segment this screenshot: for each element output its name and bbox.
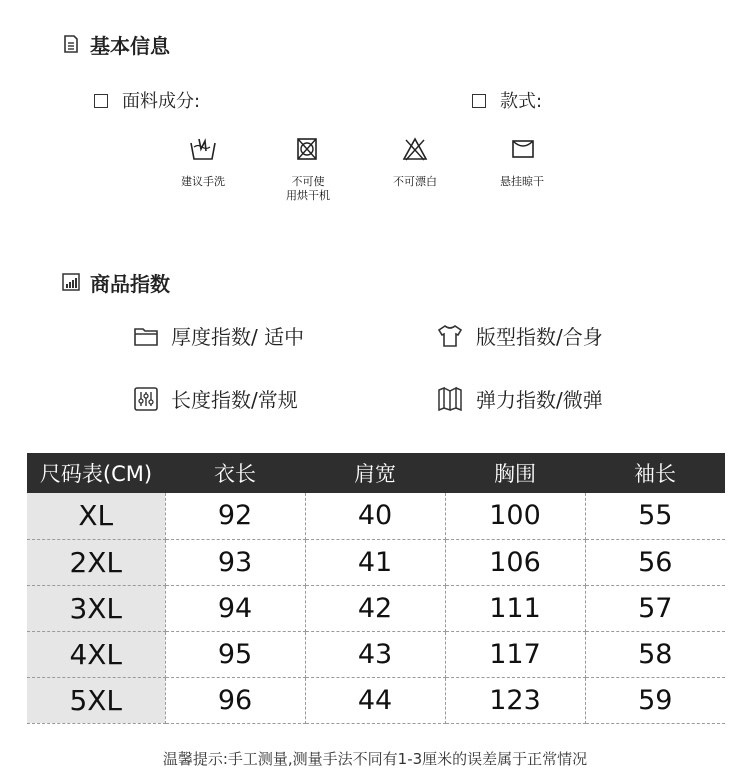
size-cell: XL — [27, 493, 165, 539]
length-cell: 93 — [165, 539, 305, 585]
fabric-label: 面料成分: — [122, 91, 201, 112]
table-row — [27, 631, 725, 677]
fabric-checkbox[interactable] — [94, 94, 108, 108]
chest-cell: 117 — [445, 631, 585, 677]
care-label-no-bleach: 不可漂白 — [393, 175, 437, 188]
sleeve-cell: 56 — [585, 539, 725, 585]
style-label: 款式: — [500, 91, 543, 112]
header-length: 衣长 — [165, 453, 305, 493]
size-cell: 5XL — [27, 677, 165, 723]
sliders-icon — [133, 386, 159, 412]
length-cell: 96 — [165, 677, 305, 723]
sleeve-cell: 57 — [585, 585, 725, 631]
size-cell: 4XL — [27, 631, 165, 677]
shoulder-cell: 44 — [305, 677, 445, 723]
length-cell: 94 — [165, 585, 305, 631]
measurement-note: 温馨提示:手工测量,测量手法不同有1-3厘米的误差属于正常情况 — [162, 750, 588, 768]
size-cell: 2XL — [27, 539, 165, 585]
chest-cell: 106 — [445, 539, 585, 585]
elastic-icon — [437, 386, 463, 412]
hand-wash-icon — [189, 135, 217, 163]
chest-cell: 100 — [445, 493, 585, 539]
tshirt-icon — [437, 323, 463, 349]
shoulder-cell: 41 — [305, 539, 445, 585]
size-table-header — [27, 453, 725, 493]
care-label-hand-wash: 建议手洗 — [181, 175, 225, 188]
style-checkbox[interactable] — [472, 94, 486, 108]
line-dry-icon — [509, 135, 537, 163]
chest-cell: 111 — [445, 585, 585, 631]
index-label-thickness: 厚度指数/ 适中 — [171, 325, 305, 349]
chest-cell: 123 — [445, 677, 585, 723]
document-icon — [62, 35, 80, 53]
table-row — [27, 677, 725, 723]
table-row — [27, 539, 725, 585]
no-tumble-dry-icon — [293, 135, 321, 163]
header-shoulder: 肩宽 — [305, 453, 445, 493]
length-cell: 92 — [165, 493, 305, 539]
no-bleach-icon — [401, 135, 429, 163]
index-label-elasticity: 弹力指数/微弹 — [476, 388, 603, 412]
sleeve-cell: 58 — [585, 631, 725, 677]
bar-chart-icon — [62, 273, 80, 291]
sleeve-cell: 59 — [585, 677, 725, 723]
shoulder-cell: 42 — [305, 585, 445, 631]
index-label-length: 长度指数/常规 — [171, 388, 298, 412]
table-row — [27, 585, 725, 631]
index-label-fit: 版型指数/合身 — [476, 325, 603, 349]
shoulder-cell: 40 — [305, 493, 445, 539]
table-row — [27, 493, 725, 539]
header-sleeve: 袖长 — [585, 453, 725, 493]
product-index-title: 商品指数 — [90, 272, 170, 296]
header-size: 尺码表(CM) — [27, 453, 165, 493]
size-cell: 3XL — [27, 585, 165, 631]
care-label-no-tumble-dry: 不可使 用烘干机 — [286, 175, 330, 202]
sleeve-cell: 55 — [585, 493, 725, 539]
basic-info-title: 基本信息 — [90, 34, 170, 58]
header-chest: 胸围 — [445, 453, 585, 493]
folder-icon — [133, 323, 159, 349]
length-cell: 95 — [165, 631, 305, 677]
care-label-line-dry: 悬挂晾干 — [500, 175, 544, 188]
size-table — [27, 453, 725, 724]
shoulder-cell: 43 — [305, 631, 445, 677]
